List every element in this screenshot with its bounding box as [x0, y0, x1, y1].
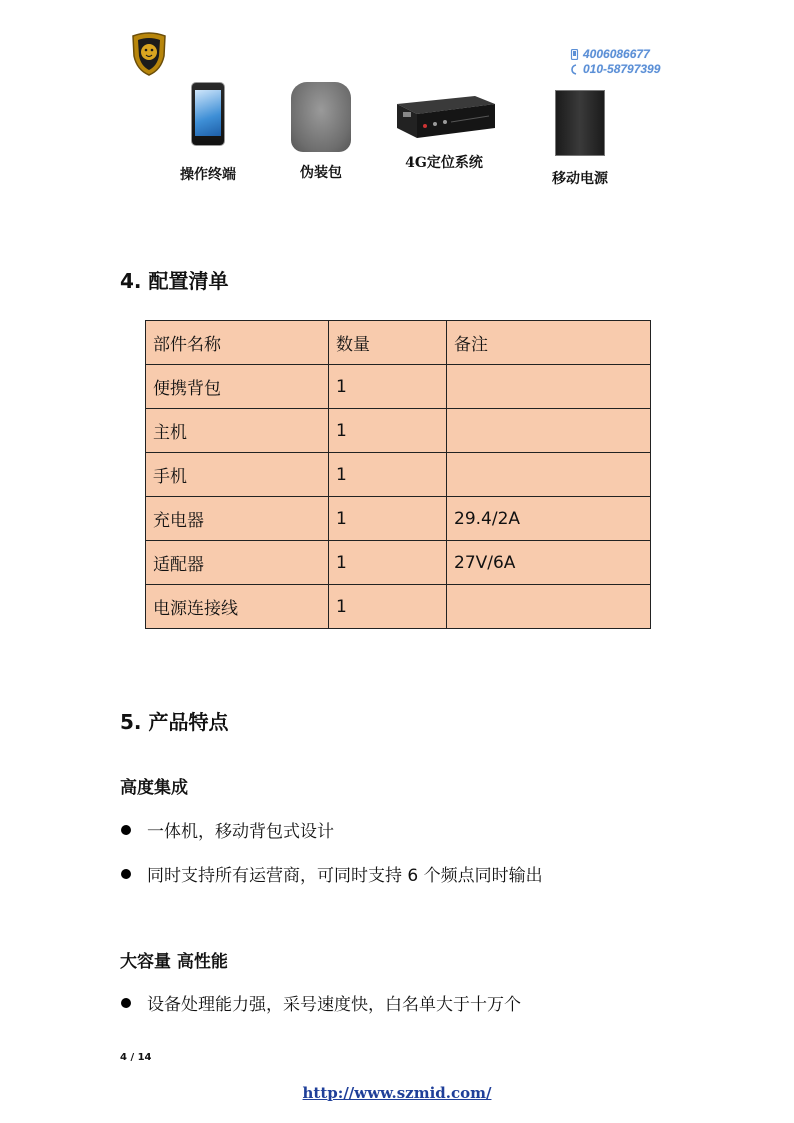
table-row — [146, 365, 651, 409]
bullet-dot-icon — [121, 998, 131, 1008]
table-cell: 1 — [329, 409, 447, 453]
table-cell — [447, 453, 651, 497]
table-cell: 便携背包 — [146, 365, 329, 409]
table-cell: 电源连接线 — [146, 585, 329, 629]
table-cell: 29.4/2A — [447, 497, 651, 541]
page-number: 4 / 14 — [120, 1052, 152, 1063]
phone-number: 4006086677 — [583, 47, 650, 61]
section-5-title: 5. 产品特点 — [120, 710, 229, 734]
lion-shield-logo — [131, 32, 167, 76]
product-caption: 移动电源 — [552, 171, 608, 187]
config-table — [145, 320, 651, 629]
bullet-text: 一体机，移动背包式设计 — [147, 822, 334, 842]
bullet-item — [121, 817, 334, 842]
website-link[interactable]: http://www.szmid.com/ — [302, 1084, 492, 1102]
table-cell: 充电器 — [146, 497, 329, 541]
host-unit-image — [391, 82, 497, 140]
smartphone-image — [191, 82, 225, 146]
table-row — [146, 541, 651, 585]
backpack-image — [291, 82, 351, 152]
table-row — [146, 585, 651, 629]
product-power-bank — [545, 82, 615, 188]
table-cell — [447, 365, 651, 409]
bullet-text: 设备处理能力强，采号速度快，白名单大于十万个 — [147, 995, 521, 1015]
table-cell: 主机 — [146, 409, 329, 453]
phone-row — [570, 47, 660, 62]
subheading-high-integration: 高度集成 — [120, 778, 188, 798]
header-cell: 数量 — [329, 321, 447, 365]
section-4-title: 4. 配置清单 — [120, 269, 229, 293]
bullet-item — [121, 990, 521, 1015]
table-cell: 1 — [329, 365, 447, 409]
product-caption: 操作终端 — [180, 167, 236, 183]
header-cell: 备注 — [447, 321, 651, 365]
product-4g-positioning-system — [388, 82, 500, 172]
table-cell: 适配器 — [146, 541, 329, 585]
telephone-handset-icon — [570, 64, 579, 75]
table-cell: 27V/6A — [447, 541, 651, 585]
tel-row — [570, 62, 660, 77]
table-cell — [447, 585, 651, 629]
table-cell: 1 — [329, 585, 447, 629]
bullet-dot-icon — [121, 869, 131, 879]
bullet-text: 同时支持所有运营商，可同时支持 6 个频点同时输出 — [147, 866, 543, 886]
contact-info — [570, 47, 660, 77]
table-cell: 1 — [329, 453, 447, 497]
product-caption: 伪装包 — [300, 165, 342, 181]
bullet-item — [121, 861, 543, 886]
product-camouflage-bag — [283, 82, 359, 182]
table-cell: 1 — [329, 541, 447, 585]
product-operating-terminal — [168, 82, 248, 184]
bullet-dot-icon — [121, 825, 131, 835]
mobile-phone-icon — [570, 49, 579, 60]
footer — [0, 1083, 794, 1102]
table-header-row — [146, 321, 651, 365]
table-row — [146, 453, 651, 497]
header-cell: 部件名称 — [146, 321, 329, 365]
table-row — [146, 409, 651, 453]
table-cell: 1 — [329, 497, 447, 541]
tel-number: 010-58797399 — [583, 62, 661, 76]
table-cell — [447, 409, 651, 453]
subheading-capacity-performance: 大容量 高性能 — [120, 952, 228, 972]
table-cell: 手机 — [146, 453, 329, 497]
power-bank-image — [555, 90, 605, 156]
table-row — [146, 497, 651, 541]
product-caption: 4G定位系统 — [405, 155, 483, 171]
